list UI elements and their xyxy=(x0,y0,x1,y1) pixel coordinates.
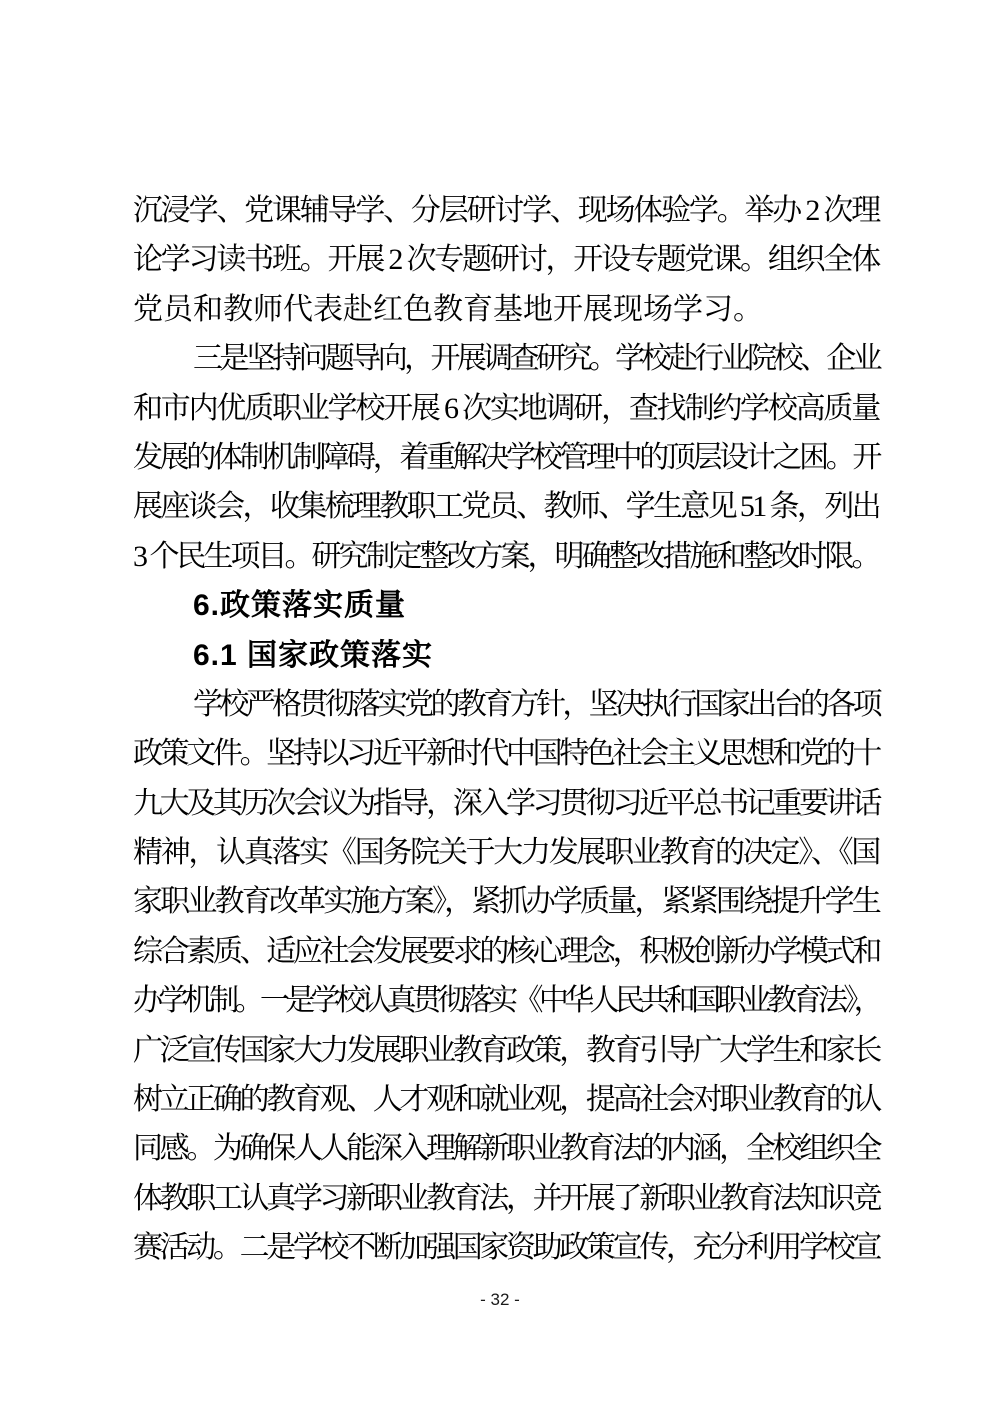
subsection-heading: 6.1 国家政策落实 xyxy=(193,638,434,672)
text-line: 九大及其历次会议为指导，深入学习贯彻习近平总书记重要讲话 xyxy=(133,786,879,820)
text-line: 广泛宣传国家大力发展职业教育政策，教育引导广大学生和家长 xyxy=(133,1033,879,1067)
page-number: - 32 - xyxy=(480,1290,520,1309)
text-line: 体教职工认真学习新职业教育法，并开展了新职业教育法知识竞 xyxy=(133,1181,879,1215)
text-line: 赛活动。二是学校不断加强国家资助政策宣传，充分利用学校宣 xyxy=(133,1231,879,1265)
text-line: 沉浸学、党课辅导学、分层研讨学、现场体验学。举办 2 次理 xyxy=(133,194,879,227)
text-line: 树立正确的教育观、人才观和就业观，提高社会对职业教育的认 xyxy=(133,1083,879,1117)
text-line: 政策文件。坚持以习近平新时代中国特色社会主义思想和党的十 xyxy=(133,737,879,771)
text-line: 论学习读书班。开展 2 次专题研讨，开设专题党课。组织全体 xyxy=(133,243,879,277)
text-line: 同感。为确保人人能深入理解新职业教育法的内涵，全校组织全 xyxy=(133,1132,879,1166)
text-line: 家职业教育改革实施方案》，紧抓办学质量，紧紧围绕提升学生 xyxy=(133,885,879,919)
text-line: 党员和教师代表赴红色教育基地开展现场学习。 xyxy=(133,292,763,326)
section-heading: 6.政策落实质量 xyxy=(193,589,407,623)
text-line: 精神，认真落实《国务院关于大力发展职业教育的决定》、《国 xyxy=(133,836,879,870)
text-line: 学校严格贯彻落实党的教育方针，坚决执行国家出台的各项 xyxy=(193,687,879,721)
text-line: 综合素质、适应社会发展要求的核心理念，积极创新办学模式和 xyxy=(133,934,879,968)
text-line: 3 个民生项目。研究制定整改方案，明确整改措施和整改时限。 xyxy=(133,539,879,573)
text-line: 和市内优质职业学校开展 6 次实地调研，查找制约学校高质量 xyxy=(133,391,879,425)
page-content xyxy=(133,186,879,1273)
text-line: 发展的体制机制障碍，着重解决学校管理中的顶层设计之困。开 xyxy=(133,440,879,474)
text-line: 展座谈会，收集梳理教职工党员、教师、学生意见 51 条，列出 xyxy=(133,490,879,524)
text-line: 办学机制。一是学校认真贯彻落实《中华人民共和国职业教育法》， xyxy=(133,984,879,1018)
text-line: 三是坚持问题导向，开展调查研究。学校赴行业院校、企业 xyxy=(193,342,879,376)
